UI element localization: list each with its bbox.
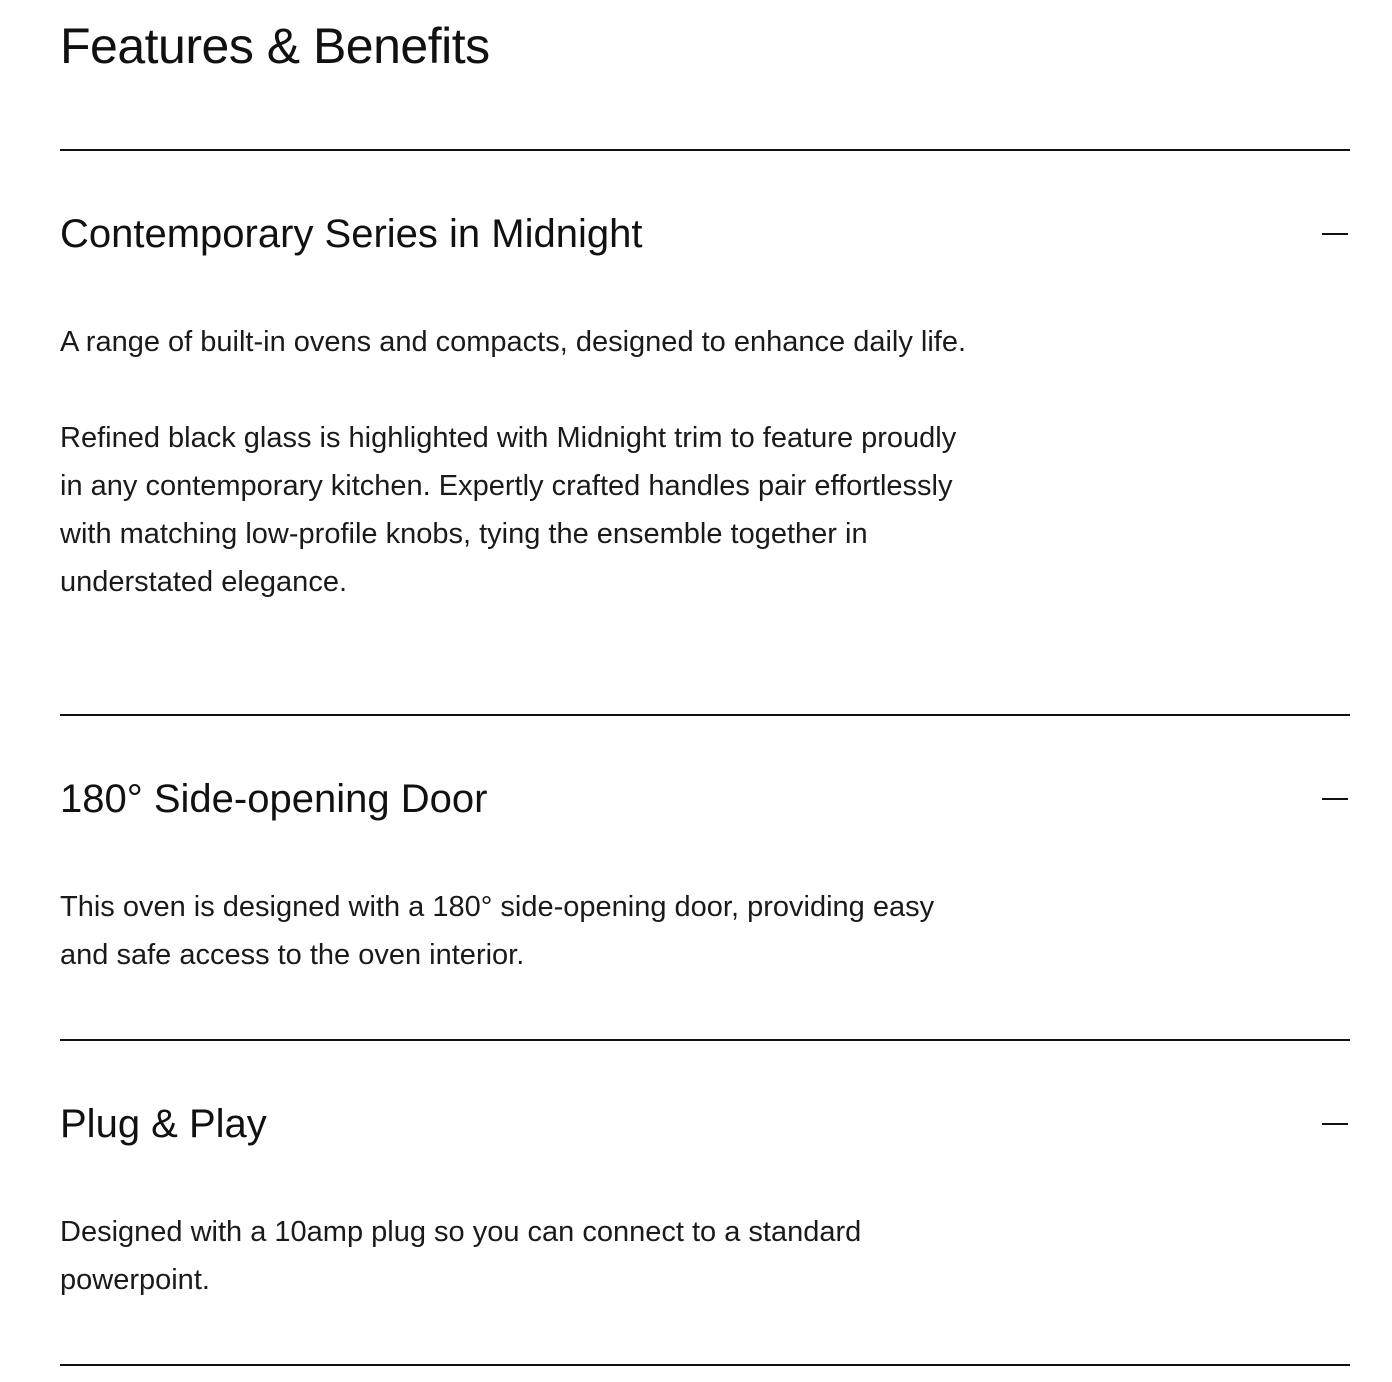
- accordion-title: 180° Side-opening Door: [60, 777, 488, 821]
- accordion-body-side-opening-door: [60, 883, 980, 979]
- minus-icon[interactable]: [1320, 787, 1350, 811]
- accordion-title: Plug & Play: [60, 1102, 267, 1146]
- accordion-body-plug-and-play: [60, 1208, 980, 1304]
- minus-icon[interactable]: [1320, 222, 1350, 246]
- accordion-header-side-opening-door[interactable]: [60, 769, 1350, 829]
- accordion-paragraph: Refined black glass is highlighted with Midnight trim to feature proudly in any contemporary kitchen. Expertly crafted handles pair effortlessly with matching low-profile knobs, tying the ensemble together in understated elegance.: [60, 422, 957, 598]
- accordion-title: Contemporary Series in Midnight: [60, 212, 643, 256]
- accordion-header-contemporary-series[interactable]: [60, 204, 1350, 264]
- accordion-paragraph: Designed with a 10amp plug so you can connect to a standard powerpoint.: [60, 1216, 862, 1296]
- divider: [60, 1364, 1350, 1366]
- page-title: Features & Benefits: [60, 18, 490, 74]
- divider: [60, 149, 1350, 151]
- accordion-body-contemporary-series: [60, 318, 980, 606]
- accordion-paragraph: A range of built-in ovens and compacts, designed to enhance daily life.: [60, 326, 967, 358]
- accordion-header-plug-and-play[interactable]: [60, 1094, 1350, 1154]
- divider: [60, 714, 1350, 716]
- accordion-paragraph: This oven is designed with a 180° side-opening door, providing easy and safe access to the oven interior.: [60, 891, 935, 971]
- divider: [60, 1039, 1350, 1041]
- minus-icon[interactable]: [1320, 1112, 1350, 1136]
